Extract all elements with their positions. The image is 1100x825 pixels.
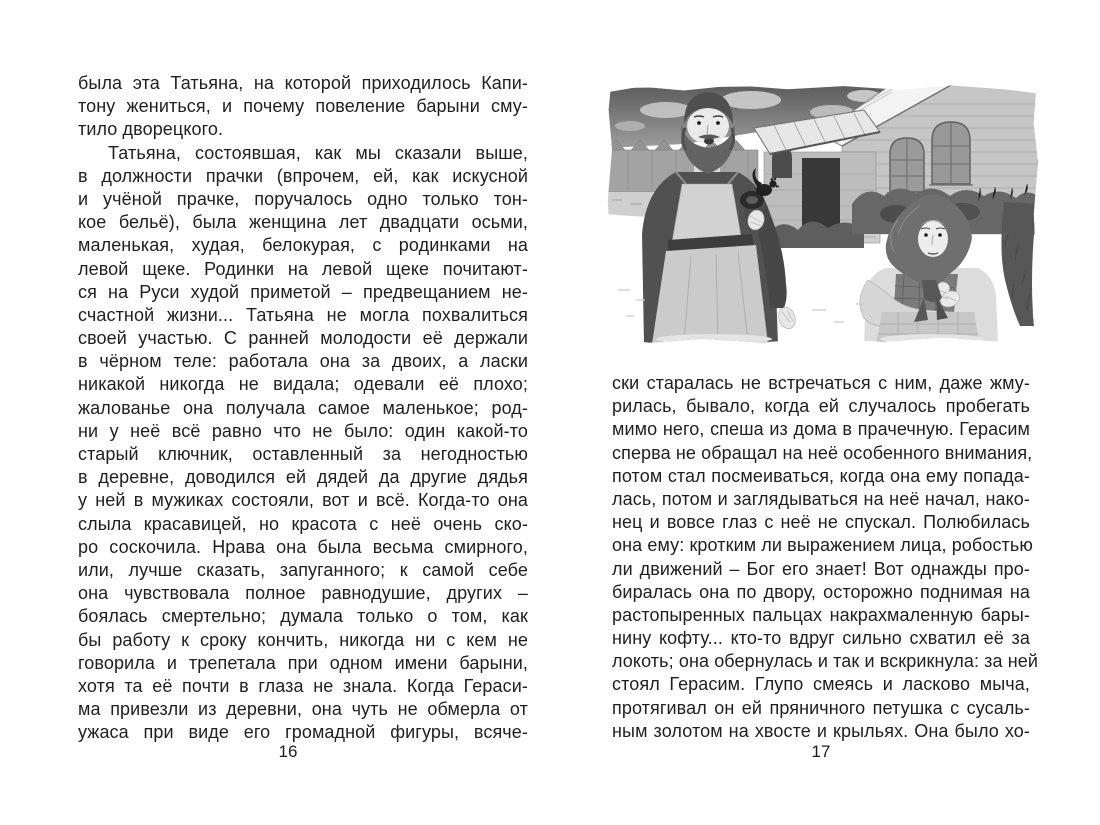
text-line: ски старалась не встречаться с ним, даже жму-	[612, 373, 1030, 393]
illustration-canvas	[606, 84, 1038, 344]
text-line: в чёрном теле: работала она за двоих, а ласки	[78, 351, 528, 372]
arched-window-right	[929, 122, 973, 185]
text-line: мимо него, спеша из дома в прачечную. Герасим	[612, 419, 1030, 440]
text-line: ли движений – Бог его знает! Вот однажды про-	[612, 558, 1030, 579]
text-line: биралась она по двору, осторожно поднимая на	[612, 581, 1030, 602]
text-line: нину кофту... кто-то вдруг сильно схватил её за	[612, 628, 1030, 649]
text-line: рилась, бывало, когда ей случалось пробегать	[612, 396, 1030, 417]
text-line: или, лучше сказать, запуганного; к самой себе	[78, 559, 528, 580]
text-line: счастной жизни... Татьяна не могла похвалиться	[78, 304, 528, 325]
text-line: жалованье она получала самое маленькое; род-	[78, 397, 528, 418]
text-line: стоял Герасим. Глупо смеясь и ласково мыча,	[612, 674, 1030, 695]
text-line: сперва не обращал на неё особенного внимания,	[612, 442, 1033, 463]
gerasim-apron-skirt	[652, 245, 768, 344]
text-line: в должности прачки (впрочем, ей, как искусной	[78, 165, 528, 186]
text-line: ужаса при виде его громадной фигуры, всяче-	[78, 722, 528, 743]
text-line: и учёной прачке, поручалось одно только тон-	[78, 188, 528, 209]
text-line: она ему: кротким ли выражением лица, робостью	[612, 535, 1033, 556]
text-line: потом стал посмеиваться, когда она ему попада-	[612, 465, 1030, 486]
text-line: старый ключник, оставленный за негодностью	[78, 444, 528, 464]
text-line: маленькая, худая, белокурая, с родинками на	[78, 235, 528, 256]
text-line: у ней в мужиках состояли, вот и всё. Когда-то она	[78, 490, 528, 511]
text-line: ни у неё всё равно что не было: один какой-то	[78, 420, 528, 441]
text-line: кое бельё), была женщина лет двадцати осьми,	[78, 212, 528, 233]
text-line: она чувствовала полное равнодушие, других –	[78, 583, 528, 604]
text-line: тону жениться, и почему повеление барыни сму-	[78, 96, 528, 117]
text-line: ным золотом на хвосте и крыльях. Она было хо-	[612, 720, 1030, 741]
right-page-text-column	[612, 372, 1039, 743]
text-line: своей участью. С ранней молодости её держали	[78, 328, 528, 349]
text-line: хотя та её почти в глаза не знала. Когда Гераси-	[78, 675, 528, 696]
text-line: Татьяна, состоявшая, как мы сказали выше,	[108, 142, 528, 163]
text-line: протягивал он ей пряничного петушка с сусаль-	[612, 697, 1030, 718]
text-line: лась, потом и заглядываться на неё начал, нако-	[612, 488, 1030, 509]
text-line: локоть; она обернулась и так и вскрикнула: за ней	[612, 651, 1039, 672]
text-line: ся на Руси худой приметой – предвещанием не-	[78, 281, 528, 302]
illustration-gerasim-and-tatyana	[606, 84, 1038, 344]
text-line: никакой никогда не видала; одевали её плохо;	[78, 374, 528, 395]
text-line: была эта Татьяна, на которой приходилось Капи-	[78, 73, 528, 93]
text-line: в деревне, доводился ей дядей да другие дядья	[78, 467, 528, 488]
arched-window-left	[887, 138, 927, 193]
text-line: слыла красавицей, но красота с неё очень ско-	[78, 513, 528, 534]
text-line: говорила и трепетала при одном имени барыни,	[78, 652, 528, 673]
text-line: боялась смертельно; думала только о том, как	[78, 606, 528, 627]
text-line: бы работу к сроку кончить, никогда ни с кем не	[78, 629, 528, 650]
text-line: ма привезли из деревни, она чуть не обмерла от	[78, 699, 528, 720]
page-number-right: 17	[811, 742, 831, 761]
page-number-left: 16	[278, 742, 298, 761]
text-line: левой щеке. Родинки на левой щеке почитают-	[78, 258, 528, 279]
left-page-text-column	[78, 72, 528, 744]
gerasim-apron-bib	[672, 184, 742, 242]
text-line: ро соскочила. Нрава она была весьма смирного,	[78, 536, 528, 557]
text-line: растопыренных пальцах накрахмаленную бары-	[612, 604, 1030, 625]
text-line: тило дворецкого.	[78, 119, 224, 140]
text-line: нец и вовсе глаз с неё не спускал. Полюбилась	[612, 512, 1030, 533]
